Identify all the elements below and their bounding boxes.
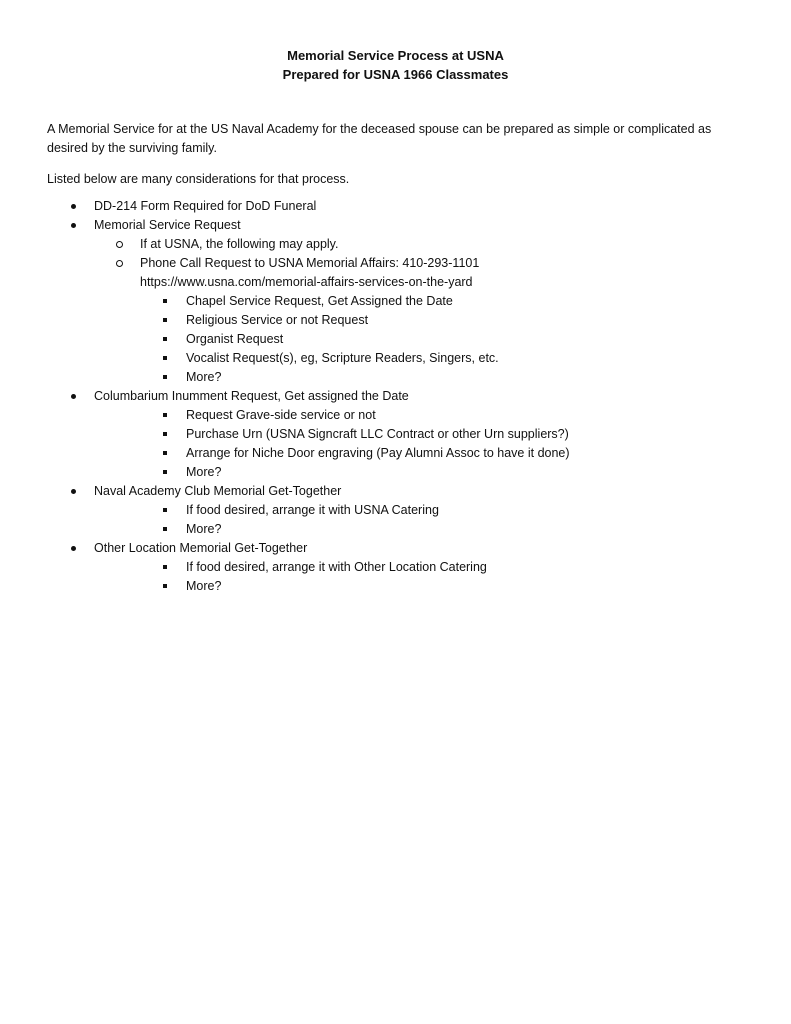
bullet-dot-icon	[71, 223, 76, 228]
memorial-affairs-url: https://www.usna.com/memorial-affairs-services-on-the-yard	[140, 275, 473, 289]
list-item-phone-call: Phone Call Request to USNA Memorial Affairs: 410-293-1101	[140, 256, 480, 270]
list-item-other-location: Other Location Memorial Get-Together	[94, 541, 308, 555]
list-item-other-catering: If food desired, arrange it with Other Location Catering	[186, 560, 487, 574]
bullet-dot-icon	[71, 546, 76, 551]
bullet-square-icon	[163, 508, 167, 512]
list-item-naval-academy-club: Naval Academy Club Memorial Get-Together	[94, 484, 342, 498]
bullet-square-icon	[163, 432, 167, 436]
bullet-square-icon	[163, 527, 167, 531]
bullet-dot-icon	[71, 204, 76, 209]
bullet-square-icon	[163, 337, 167, 341]
list-item-more: More?	[186, 522, 222, 536]
bullet-square-icon	[163, 413, 167, 417]
list-item-niche-door: Arrange for Niche Door engraving (Pay Alumni Assoc to have it done)	[186, 446, 570, 460]
bullet-square-icon	[163, 375, 167, 379]
list-item-religious-service: Religious Service or not Request	[186, 313, 369, 327]
bullet-circle-icon	[116, 260, 123, 267]
list-item-dd214: DD-214 Form Required for DoD Funeral	[94, 199, 317, 213]
list-item-vocalist: Vocalist Request(s), eg, Scripture Readers, Singers, etc.	[186, 351, 499, 365]
bullet-square-icon	[163, 565, 167, 569]
list-item-more: More?	[186, 370, 222, 384]
bullet-square-icon	[163, 356, 167, 360]
list-item-columbarium: Columbarium Inumment Request, Get assigned the Date	[94, 389, 409, 403]
document-subtitle: Prepared for USNA 1966 Classmates	[282, 67, 509, 82]
bullet-square-icon	[163, 451, 167, 455]
bullet-dot-icon	[71, 489, 76, 494]
list-item-usna-catering: If food desired, arrange it with USNA Catering	[186, 503, 439, 517]
bullet-square-icon	[163, 318, 167, 322]
list-item-if-at-usna: If at USNA, the following may apply.	[140, 237, 339, 251]
bullet-dot-icon	[71, 394, 76, 399]
list-item-more: More?	[186, 465, 222, 479]
list-item-chapel-service: Chapel Service Request, Get Assigned the Date	[186, 294, 453, 308]
list-item-memorial-service-request: Memorial Service Request	[94, 218, 241, 232]
document-title: Memorial Service Process at USNA	[287, 48, 504, 63]
intro-paragraph: A Memorial Service for at the US Naval Academy for the deceased spouse can be prepared as simple or complicated as desired by the surviving family.	[47, 122, 712, 155]
list-item-purchase-urn: Purchase Urn (USNA Signcraft LLC Contract or other Urn suppliers?)	[186, 427, 569, 441]
bullet-square-icon	[163, 299, 167, 303]
bullet-square-icon	[163, 470, 167, 474]
bullet-circle-icon	[116, 241, 123, 248]
listed-intro: Listed below are many considerations for that process.	[47, 172, 350, 186]
list-item-grave-side: Request Grave-side service or not	[186, 408, 376, 422]
list-item-organist: Organist Request	[186, 332, 284, 346]
list-item-more: More?	[186, 579, 222, 593]
bullet-square-icon	[163, 584, 167, 588]
